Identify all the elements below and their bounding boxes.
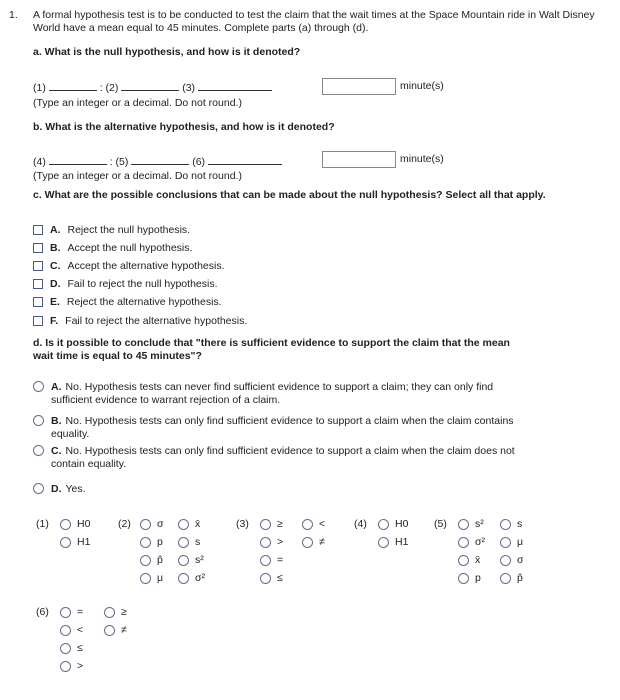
choice-6-gt[interactable]: > (60, 660, 83, 672)
radio-button[interactable] (60, 625, 71, 636)
choices-4-label: (4) (354, 518, 367, 530)
checkbox[interactable] (33, 243, 43, 253)
checkbox[interactable] (33, 316, 43, 326)
radio-button[interactable] (178, 537, 189, 548)
part-d-prompt-2: wait time is equal to 45 minutes"? (33, 350, 202, 362)
radio-button[interactable] (378, 537, 389, 548)
option-c-e[interactable]: E. Reject the alternative hypothesis. (33, 296, 222, 308)
radio-button[interactable] (178, 519, 189, 530)
part-a-value-input[interactable] (322, 78, 396, 95)
part-b-note: (Type an integer or a decimal. Do not round.) (33, 170, 242, 182)
choices-2-label: (2) (118, 518, 131, 530)
radio-button[interactable] (500, 537, 511, 548)
radio-button[interactable] (260, 555, 271, 566)
radio-button[interactable] (500, 519, 511, 530)
radio-button[interactable] (302, 519, 313, 530)
option-c-f[interactable]: F. Fail to reject the alternative hypothesis. (33, 315, 247, 327)
radio-button[interactable] (302, 537, 313, 548)
radio-button[interactable] (60, 643, 71, 654)
radio-button[interactable] (260, 537, 271, 548)
blank-1[interactable] (49, 80, 97, 91)
part-c-prompt: c. What are the possible conclusions that can be made about the null hypothesis? Select all that apply. (33, 189, 546, 201)
choices-5-label: (5) (434, 518, 447, 530)
blank-2[interactable] (121, 80, 179, 91)
choice-5-sigma[interactable]: σ (500, 554, 523, 566)
choice-3-le[interactable]: ≤ (260, 572, 283, 584)
radio-button[interactable] (33, 483, 44, 494)
choice-3-ne[interactable]: ≠ (302, 536, 325, 548)
choice-5-s[interactable]: s (500, 518, 522, 530)
checkbox[interactable] (33, 297, 43, 307)
blank-3[interactable] (198, 80, 272, 91)
radio-button[interactable] (33, 415, 44, 426)
radio-button[interactable] (104, 607, 115, 618)
choice-2-phat[interactable]: p̂ (140, 554, 163, 566)
part-d-prompt-1: d. Is it possible to conclude that "there is sufficient evidence to support the claim that the mean (33, 337, 510, 349)
choice-3-eq[interactable]: = (260, 554, 283, 566)
radio-button[interactable] (33, 445, 44, 456)
radio-button[interactable] (178, 555, 189, 566)
blank-3-label: (3) (182, 82, 196, 94)
option-d-b[interactable]: B. No. Hypothesis tests can only find sufficient evidence to support a claim when the claim contains equality. (33, 415, 533, 441)
radio-button[interactable] (60, 661, 71, 672)
choice-1-h0[interactable]: H0 (60, 518, 90, 530)
separator: : (109, 156, 113, 168)
choice-6-le[interactable]: ≤ (60, 642, 83, 654)
blank-1-label: (1) (33, 82, 46, 94)
radio-button[interactable] (33, 381, 44, 392)
radio-button[interactable] (60, 537, 71, 548)
choice-5-sigma2[interactable]: σ² (458, 536, 485, 548)
radio-button[interactable] (260, 519, 271, 530)
part-b-statement (33, 154, 282, 168)
radio-button[interactable] (500, 573, 511, 584)
blank-2-label: (2) (105, 82, 119, 94)
blank-5-label: (5) (115, 156, 129, 168)
separator: : (99, 82, 103, 94)
radio-button[interactable] (140, 537, 151, 548)
radio-button[interactable] (140, 555, 151, 566)
blank-4-label: (4) (33, 156, 46, 168)
choice-2-xbar[interactable]: x̄ (178, 518, 200, 530)
choice-6-lt[interactable]: < (60, 624, 83, 636)
part-a-prompt: a. What is the null hypothesis, and how is it denoted? (33, 46, 301, 58)
question-number: 1. (9, 9, 18, 21)
choices-6-label: (6) (36, 606, 49, 618)
part-b-prompt: b. What is the alternative hypothesis, and how is it denoted? (33, 121, 335, 133)
radio-button[interactable] (140, 573, 151, 584)
blank-5[interactable] (131, 154, 189, 165)
blank-6[interactable] (208, 154, 282, 165)
choice-5-phat[interactable]: p̂ (500, 572, 523, 584)
choice-6-ge[interactable]: ≥ (104, 606, 127, 618)
part-a-unit: minute(s) (400, 80, 444, 92)
part-b-unit: minute(s) (400, 153, 444, 165)
choice-2-sigma2[interactable]: σ² (178, 572, 205, 584)
choices-1-label: (1) (36, 518, 49, 530)
choice-2-s[interactable]: s (178, 536, 200, 548)
radio-button[interactable] (458, 573, 469, 584)
choice-4-h0[interactable]: H0 (378, 518, 408, 530)
choice-5-p[interactable]: p (458, 572, 481, 584)
part-a-note: (Type an integer or a decimal. Do not round.) (33, 97, 242, 109)
option-c-d[interactable]: D. Fail to reject the null hypothesis. (33, 278, 218, 290)
choice-1-h1[interactable]: H1 (60, 536, 90, 548)
choice-5-s2[interactable]: s² (458, 518, 484, 530)
blank-6-label: (6) (192, 156, 206, 168)
choice-3-gt[interactable]: > (260, 536, 283, 548)
radio-button[interactable] (140, 519, 151, 530)
choice-2-mu[interactable]: μ (140, 572, 163, 584)
choices-3-label: (3) (236, 518, 249, 530)
choice-5-mu[interactable]: μ (500, 536, 523, 548)
option-c-a[interactable]: A. Reject the null hypothesis. (33, 224, 190, 236)
radio-button[interactable] (178, 573, 189, 584)
option-d-c[interactable]: C. No. Hypothesis tests can only find sufficient evidence to support a claim when the claim does not contain equality. (33, 445, 533, 471)
choice-2-p[interactable]: p (140, 536, 163, 548)
radio-button[interactable] (60, 607, 71, 618)
radio-button[interactable] (458, 519, 469, 530)
question-text: A formal hypothesis test is to be conducted to test the claim that the wait times at the Space Mountain ride in Walt Disney World have a mean equal to 45 minutes. Complete parts (a) through (d). (33, 9, 595, 34)
choice-3-ge[interactable]: ≥ (260, 518, 283, 530)
checkbox[interactable] (33, 279, 43, 289)
option-c-c[interactable]: C. Accept the alternative hypothesis. (33, 260, 225, 272)
option-d-a[interactable]: A. No. Hypothesis tests can never find sufficient evidence to support a claim; they can only find sufficient evidence to warrant rejection of a claim. (33, 381, 533, 407)
choice-2-sigma[interactable]: σ (140, 518, 163, 530)
choice-4-h1[interactable]: H1 (378, 536, 408, 548)
radio-button[interactable] (458, 555, 469, 566)
radio-button[interactable] (60, 519, 71, 530)
part-a-statement (33, 80, 272, 94)
choice-6-eq[interactable]: = (60, 606, 83, 618)
blank-4[interactable] (49, 154, 107, 165)
radio-button[interactable] (260, 573, 271, 584)
choice-3-lt[interactable]: < (302, 518, 325, 530)
checkbox[interactable] (33, 225, 43, 235)
choice-2-s2[interactable]: s² (178, 554, 204, 566)
choice-5-xbar[interactable]: x̄ (458, 554, 480, 566)
radio-button[interactable] (378, 519, 389, 530)
option-c-b[interactable]: B. Accept the null hypothesis. (33, 242, 192, 254)
part-b-value-input[interactable] (322, 151, 396, 168)
radio-button[interactable] (458, 537, 469, 548)
option-d-d[interactable]: D. Yes. (33, 483, 533, 496)
choice-6-ne[interactable]: ≠ (104, 624, 127, 636)
checkbox[interactable] (33, 261, 43, 271)
radio-button[interactable] (104, 625, 115, 636)
radio-button[interactable] (500, 555, 511, 566)
